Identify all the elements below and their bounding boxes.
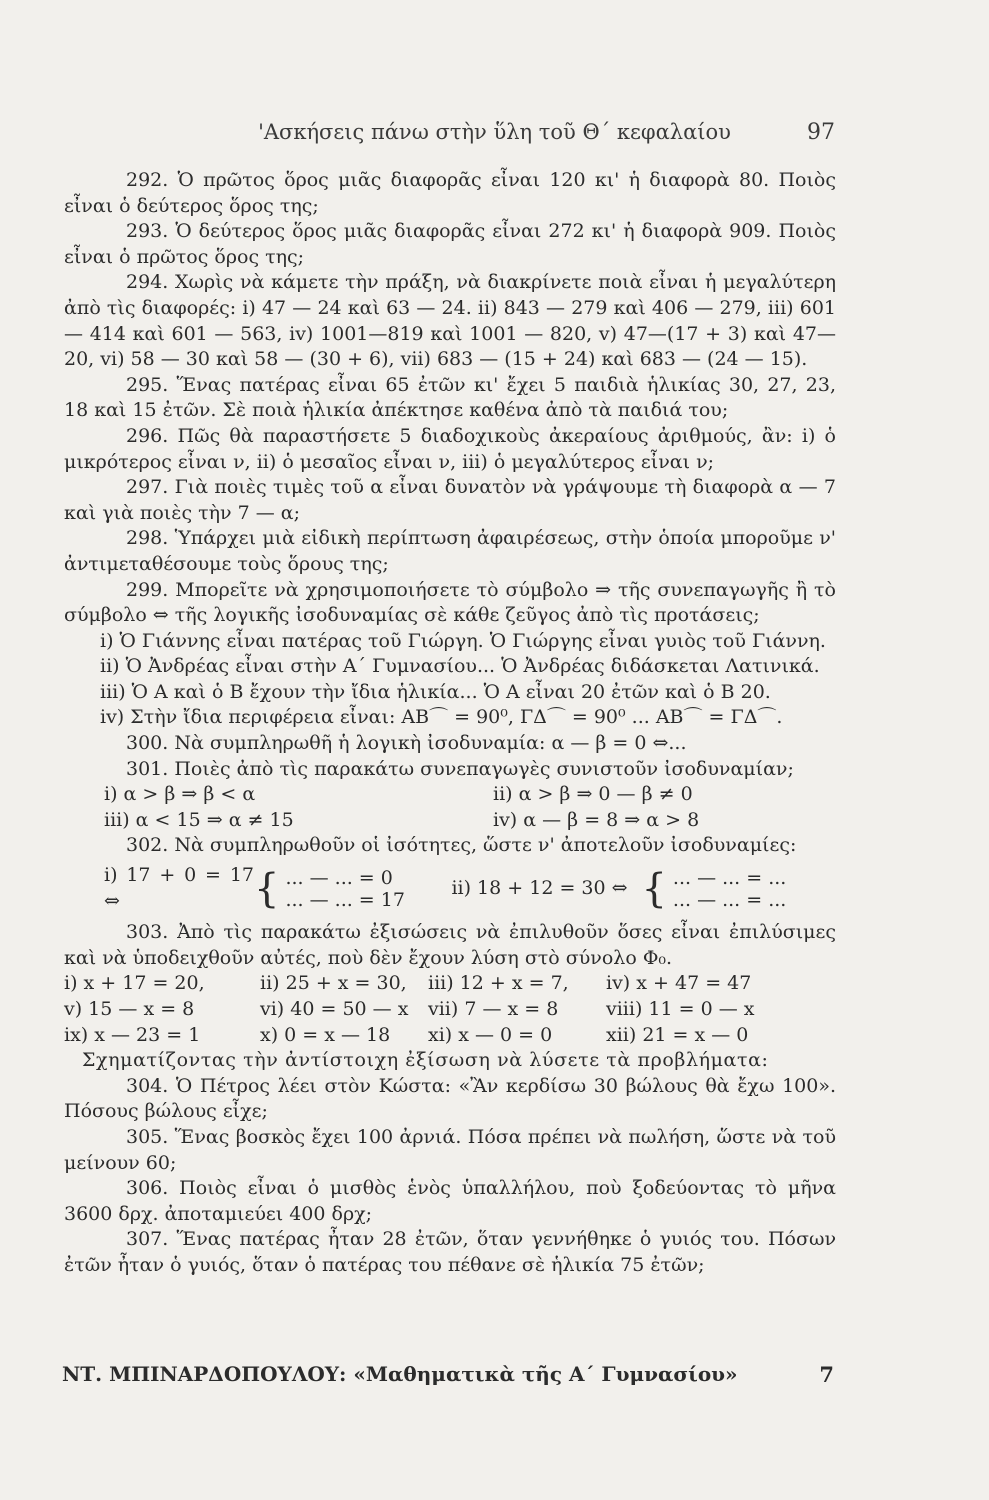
equation: ii) 25 + x = 30,	[260, 972, 407, 995]
brace-icon: {	[641, 865, 667, 912]
header-title: 'Ασκήσεις πάνω στὴν ὕλη τοῦ Θ΄ κεφαλαίου	[258, 120, 731, 144]
exercise-296: 296. Πῶς θὰ παραστήσετε 5 διαδοχικοὺς ἀκεραίους ἀριθμούς, ἂν: i) ὁ μικρότερος εἶναι ν, ii) ὁ μεσαῖος εἶναι ν, iii) ὁ μεγαλύτερος εἶναι ν;	[64, 424, 836, 473]
exercise-299-i: i) Ὁ Γιάννης εἶναι πατέρας τοῦ Γιώργη. Ὁ Γιώργης εἶναι γυιὸς τοῦ Γιάννη.	[100, 629, 826, 652]
exercise-301-row-1	[64, 782, 836, 808]
exercise-299-iii: iii) Ὁ Α καὶ ὁ Β ἔχουν τὴν ἴδια ἡλικία... Ὁ Α εἶναι 20 ἐτῶν καὶ ὁ Β 20.	[100, 680, 771, 703]
exercise-305: 305. Ἕνας βοσκὸς ἔχει 100 ἀρνιά. Πόσα πρέπει νὰ πωλήση, ὥστε νὰ τοῦ μείνουν 60;	[64, 1125, 836, 1174]
running-header	[0, 120, 989, 152]
exercise-307: 307. Ἕνας πατέρας ἦταν 28 ἐτῶν, ὅταν γεννήθηκε ὁ γυιός του. Πόσων ἐτῶν ἦταν ὁ γυιός, ὅταν ὁ πατέρας του πέθανε σὲ ἡλικία 75 ἐτῶν;	[64, 1228, 836, 1276]
exercise-301-iii: iii) α < 15 ⇒ α ≠ 15	[104, 808, 294, 831]
exercise-295: 295. Ἕνας πατέρας εἶναι 65 ἐτῶν κι' ἔχει 5 παιδιὰ ἡλικίας 30, 27, 23, 18 καὶ 15 ἐτῶν. Σὲ ποιὰ ἡλικία ἀπέκτησε καθένα ἀπὸ τὰ παιδιά του;	[64, 373, 836, 422]
exercise-301-row-2	[64, 808, 836, 834]
exercises-body	[64, 168, 836, 1279]
exercise-301-iv: iv) α — β = 8 ⇒ α > 8	[493, 808, 700, 831]
exercise-303-row-1	[64, 971, 836, 997]
exercise-304: 304. Ὁ Πέτρος λέει στὸν Κώστα: «Ἂν κερδίσω 30 βώλους θὰ ἔχω 100». Πόσους βώλους εἶχε;	[64, 1074, 836, 1123]
exercise-300: 300. Νὰ συμπληρωθῆ ἡ λογικὴ ἰσοδυναμία: α — β = 0 ⇔...	[126, 732, 687, 755]
exercise-302: 302. Νὰ συμπληρωθοῦν οἱ ἰσότητες, ὥστε ν' ἀποτελοῦν ἰσοδυναμίες:	[126, 834, 797, 857]
exercise-297: 297. Γιὰ ποιὲς τιμὲς τοῦ α εἶναι δυνατὸν νὰ γράψουμε τὴ διαφορὰ α — 7 καὶ γιὰ ποιὲς τὴν 7 — α;	[64, 476, 836, 524]
exercise-301-ii: ii) α > β ⇒ 0 — β ≠ 0	[493, 783, 693, 806]
brace-icon: {	[254, 865, 280, 912]
signature-number: 7	[819, 1362, 834, 1387]
exercise-298: 298. Ὑπάρχει μιὰ εἰδικὴ περίπτωση ἀφαιρέσεως, στὴν ὁποία μποροῦμε ν' ἀντιμεταθέσουμε τοὺς ὅρους της;	[64, 527, 836, 575]
equation: i) x + 17 = 20,	[64, 972, 205, 995]
section-heading: Σχηματίζοντας τὴν ἀντίστοιχη ἐξίσωση νὰ λύσετε τὰ προβλήματα:	[82, 1049, 769, 1072]
exercise-303-row-3	[64, 1023, 836, 1049]
exercise-292: 292. Ὁ πρῶτος ὅρος μιᾶς διαφορᾶς εἶναι 120 κι' ἡ διαφορὰ 80. Ποιὸς εἶναι ὁ δεύτερος ὅρος της;	[64, 169, 836, 217]
exercise-302-ii-lhs: ii) 18 + 12 = 30 ⇔	[451, 876, 628, 899]
page-footer	[62, 1362, 834, 1396]
exercise-303: 303. Ἀπὸ τὶς παρακάτω ἐξισώσεις νὰ ἐπιλυθοῦν ὅσες εἶναι ἐπιλύσιμες καὶ νὰ ὑποδειχθοῦν αὐτές, ποὺ δὲν ἔχουν λύση στὸ σύνολο Φ₀.	[64, 921, 836, 969]
exercise-299-iv: iv) Στὴν ἴδια περιφέρεια εἶναι: ΑΒ⌒ = 90⁰, ΓΔ⌒ = 90⁰ ... ΑΒ⌒ = ΓΔ⌒.	[100, 706, 783, 729]
exercise-301-i: i) α > β ⇒ β < α	[104, 783, 256, 806]
exercise-302-i-lhs: i) 17 + 0 = 17 ⇔	[104, 864, 254, 912]
equation: xii) 21 = x — 0	[606, 1023, 749, 1046]
equation: v) 15 — x = 8	[64, 998, 195, 1020]
equation: iii) 12 + x = 7,	[428, 972, 569, 995]
equation: vii) 7 — x = 8	[428, 998, 559, 1020]
exercise-302-ii-b: ... — ... = ...	[672, 888, 787, 911]
equation: viii) 11 = 0 — x	[606, 998, 755, 1020]
exercise-299: 299. Μπορεῖτε νὰ χρησιμοποιήσετε τὸ σύμβολο ⇒ τῆς συνεπαγωγῆς ἢ τὸ σύμβολο ⇔ τῆς λογικῆς ἰσοδυναμίας σὲ κάθε ζεῦγος ἀπὸ τὶς προτάσεις;	[64, 578, 836, 627]
exercise-302-identities	[64, 863, 836, 914]
page-number: 97	[807, 120, 835, 145]
equation: ix) x — 23 = 1	[64, 1023, 201, 1046]
footer-text: ΝΤ. ΜΠΙΝΑΡΔΟΠΟΥΛΟΥ: «Μαθηματικὰ τῆς Α΄ Γυμνασίου»	[62, 1362, 738, 1386]
exercise-306: 306. Ποιὸς εἶναι ὁ μισθὸς ἑνὸς ὑπαλλήλου, ποὺ ξοδεύοντας τὸ μῆνα 3600 δρχ. ἀποταμιεύει 400 δρχ;	[64, 1177, 836, 1225]
exercise-299-ii: ii) Ὁ Ἀνδρέας εἶναι στὴν Α΄ Γυμνασίου... Ὁ Ἀνδρέας διδάσκεται Λατινικά.	[100, 655, 820, 678]
equation: x) 0 = x — 18	[260, 1023, 391, 1046]
exercise-302-ii-stack	[673, 867, 786, 911]
equation: iv) x + 47 = 47	[606, 972, 752, 995]
exercise-293: 293. Ὁ δεύτερος ὅρος μιᾶς διαφορᾶς εἶναι 272 κι' ἡ διαφορὰ 909. Ποιὸς εἶναι ὁ πρῶτος ὅρος της;	[64, 220, 836, 268]
exercise-302-ii-a: ... — ... = ...	[672, 866, 787, 889]
exercise-303-row-2	[64, 997, 836, 1023]
exercise-302-i-b: ... — ... = 17	[285, 888, 405, 911]
equation: xi) x — 0 = 0	[428, 1023, 553, 1046]
exercise-302-i-a: ... — ... = 0	[285, 866, 393, 889]
exercise-302-i-stack	[285, 867, 435, 911]
equation: vi) 40 = 50 — x	[260, 998, 409, 1020]
exercise-294: 294. Χωρὶς νὰ κάμετε τὴν πράξη, νὰ διακρίνετε ποιὰ εἶναι ἡ μεγαλύτερη ἀπὸ τὶς διαφορές: i) 47 — 24 καὶ 63 — 24. ii) 843 — 279 καὶ 406 — 279, iii) 601 — 414 καὶ 601 — 563, iv) 1001—819 καὶ 1001 — 820, v) 47—(17 + 3) καὶ 47— 20, vi) 58 — 30 καὶ 58 — (30 + 6), vii) 683 — (15 + 24) καὶ 683 — (24 — 15).	[64, 271, 836, 371]
exercise-301: 301. Ποιὲς ἀπὸ τὶς παρακάτω συνεπαγωγὲς συνιστοῦν ἰσοδυναμίαν;	[126, 757, 794, 780]
